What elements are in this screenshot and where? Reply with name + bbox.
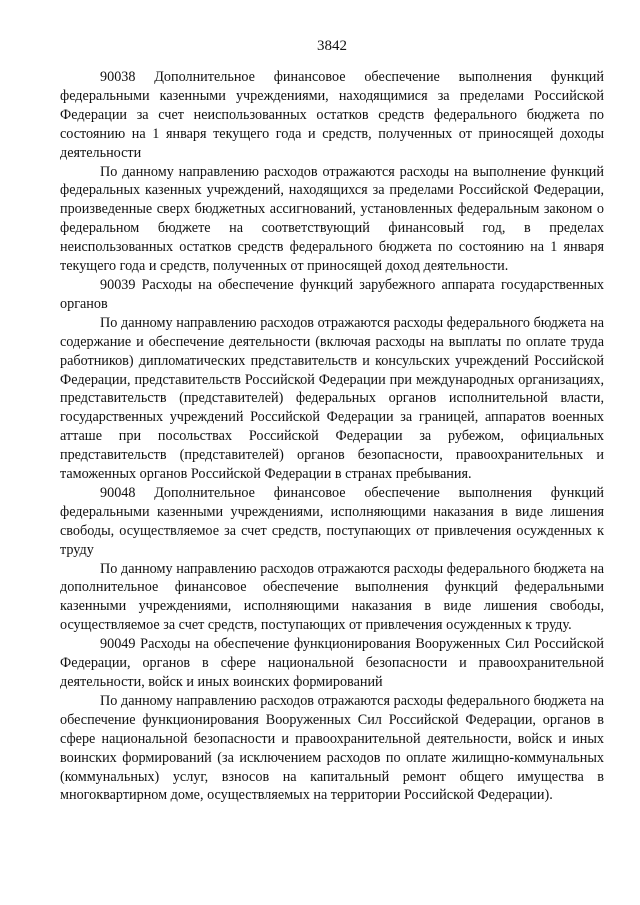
document-page [60,36,604,805]
page-number: 3842 [317,38,347,54]
paragraph-90048-heading: 90048 Дополнительное финансовое обеспечение выполнения функций федеральными казенными учреждениями, исполняющими наказания в виде лишения свободы, осуществляемое за счет средств, поступающих от привлечения осужденных к труду [60,484,604,558]
paragraph-90048-description: По данному направлению расходов отражаются расходы федерального бюджета на дополнительное финансовое обеспечение выполнения функций федеральными казенными учреждениями, исполняющими наказания в виде лишения свободы, осуществляемое за счет средств, поступающих от привлечения осужденных к труду. [60,560,604,634]
paragraph-90049-description: По данному направлению расходов отражаются расходы федерального бюджета на обеспечение функционирования Вооруженных Сил Российской Федерации, органов в сфере национальной безопасности и правоохранительной деятельности, войск и иных воинских формирований (за исключением расходов по оплате жилищно-коммунальных (коммунальных) услуг, взносов на капитальный ремонт общего имущества в многоквартирном доме, осуществляемых на территории Российской Федерации). [60,692,604,804]
paragraph-90038-description: По данному направлению расходов отражаются расходы на выполнение функций федеральных казенных учреждений, находящихся за пределами Российской Федерации, произведенные сверх бюджетных ассигнований, установленных федеральным законом о федеральном бюджете на соответствующий финансовый год, в пределах неиспользованных остатков средств федерального бюджета по состоянию на 1 января текущего года и средств, полученных от приносящей доход деятельности. [60,163,604,275]
paragraph-90038-heading: 90038 Дополнительное финансовое обеспечение выполнения функций федеральными казенными учреждениями, находящимися за пределами Российской Федерации за счет неиспользованных остатков средств федерального бюджета по состоянию на 1 января текущего года и средств, полученных от приносящей доходы деятельности [60,69,604,161]
paragraph-90039-heading: 90039 Расходы на обеспечение функций зарубежного аппарата государственных органов [60,276,604,312]
paragraph-90049-heading: 90049 Расходы на обеспечение функционирования Вооруженных Сил Российской Федерации, органов в сфере национальной безопасности и правоохранительной деятельности, войск и иных воинских формирований [60,636,604,690]
paragraph-90039-description: По данному направлению расходов отражаются расходы федерального бюджета на содержание и обеспечение деятельности (включая расходы на выплаты по оплате труда работников) дипломатических представительств и консульских учреждений Российской Федерации, представительств Российской Федерации при международных организациях, представительств (представителей) федеральных органов исполнительной власти, государственных учреждений Российской Федерации за границей, аппаратов военных атташе при посольствах Российской Федерации за рубежом, официальных представительств (представителей) органов безопасности, правоохранительных и таможенных органов Российской Федерации в странах пребывания. [60,314,604,483]
